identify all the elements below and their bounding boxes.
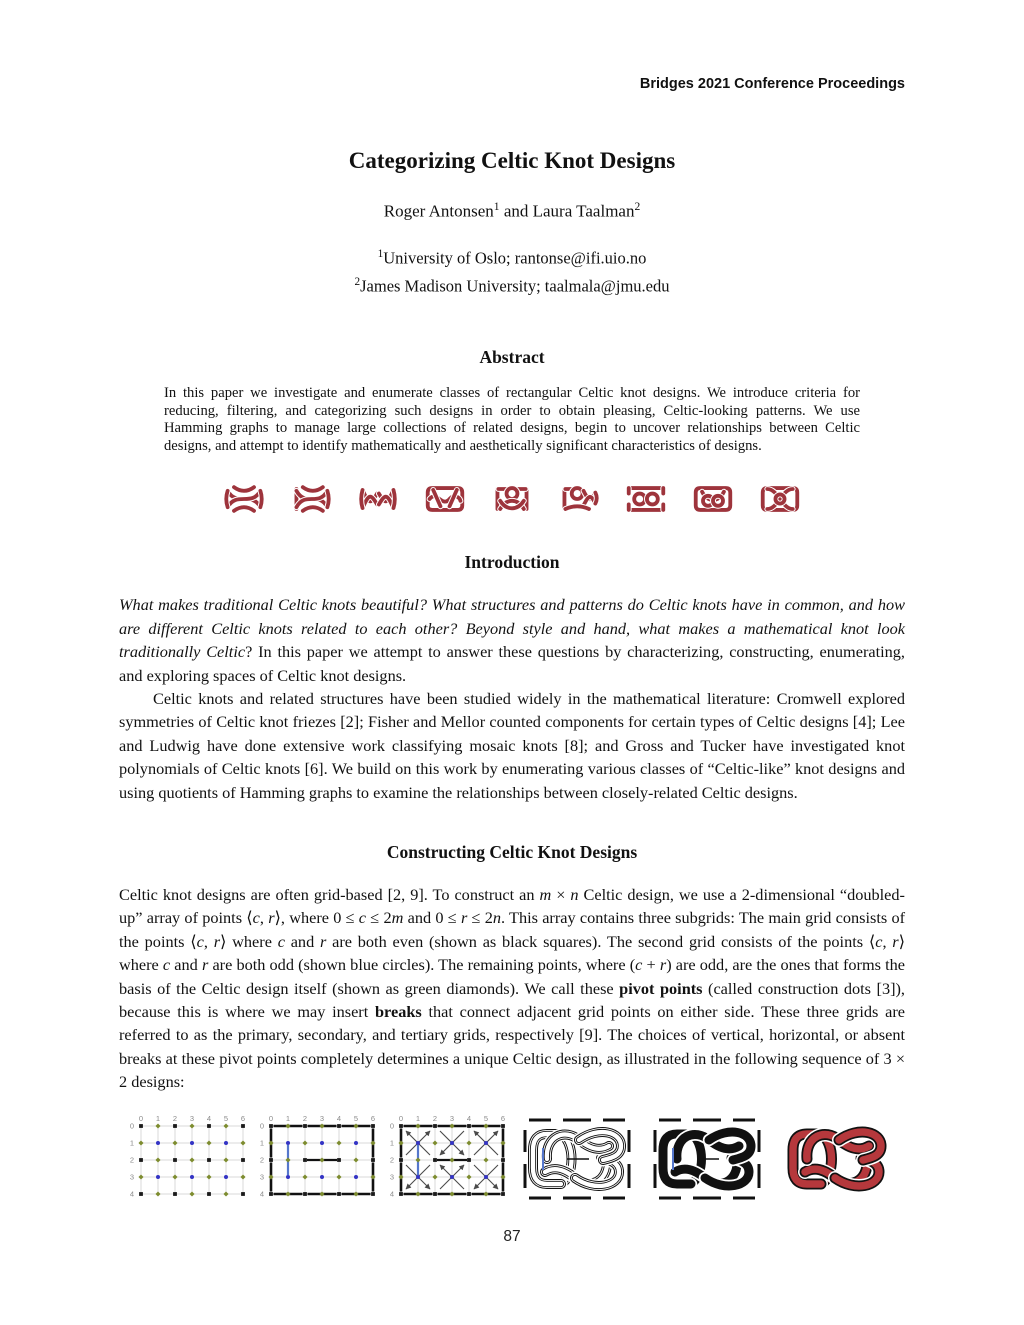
affiliations xyxy=(119,242,905,299)
svg-text:3: 3 xyxy=(449,1113,455,1123)
svg-text:3: 3 xyxy=(319,1113,325,1123)
red-knot-design xyxy=(775,1112,899,1206)
svg-text:1: 1 xyxy=(129,1138,135,1148)
construction-sequence-figure xyxy=(119,1112,905,1206)
introduction-paragraph-2: Celtic knots and related structures have been studied widely in the mathematical literature: Cromwell explored symmetries of Celtic knot friezes [2]; Fisher and Mellor counted components for certain types of Celtic designs [4]; Lee and Ludwig have done extensive work classifying mosaic knots [8]; and Gross and Tucker have investigated knot polynomials of Celtic knots [6]. We build on this work by enumerating various classes of “Celtic-like” knot designs and using quotients of Hamming graphs to examine the relationships between closely-related Celtic designs. xyxy=(119,688,905,802)
running-head: Bridges 2021 Conference Proceedings xyxy=(639,76,905,92)
svg-text:2: 2 xyxy=(432,1113,438,1123)
affiliation-1: $^1$University of Oslo; rantonse@ifi.uio.no xyxy=(377,247,647,268)
svg-text:2: 2 xyxy=(259,1155,265,1165)
svg-text:5: 5 xyxy=(353,1113,359,1123)
svg-text:3: 3 xyxy=(259,1172,265,1182)
svg-text:4: 4 xyxy=(206,1113,212,1123)
constructing-paragraph-1: Celtic knot designs are often grid-based [2, 9]. To construct an m × n Celtic design, we use a 2-dimensional “doubled-up” array of points ⟨c, r⟩, where 0 ≤ c ≤ 2m and 0 ≤ r ≤ 2n. This array contains three subgrids: The main grid consists of the points ⟨c, r⟩ where c and r are both even (shown as black squares). The second grid consists of the points ⟨c, r⟩ where c and r are both odd (shown blue circles). The remaining points, where (c + r) are odd, are the ones that forms the basis of the Celtic design itself (shown as green diamonds). We call these pivot points (called construction dots [3]), because this is where we may insert breaks that connect adjacent grid points on either side. These three grids are referred to as the primary, secondary, and tertiary grids, respectively [9]. The choices of vertical, horizontal, or absent breaks at these pivot points completely determines a unique Celtic design, as illustrated in the following sequence of 3 × 2 designs: xyxy=(119,884,906,1092)
svg-text:5: 5 xyxy=(223,1113,229,1123)
celtic-knot-icon-7 xyxy=(626,482,666,516)
svg-text:4: 4 xyxy=(466,1113,472,1123)
svg-text:3: 3 xyxy=(129,1172,135,1182)
gallery-knot-strands xyxy=(361,490,395,508)
svg-text:6: 6 xyxy=(370,1113,376,1123)
svg-text:2: 2 xyxy=(129,1155,135,1165)
gallery-knot-strands xyxy=(296,487,328,511)
gallery-knot-strands xyxy=(497,488,526,509)
gallery-knot-strands xyxy=(629,488,664,510)
svg-text:0: 0 xyxy=(268,1113,274,1123)
svg-text:0: 0 xyxy=(259,1121,265,1131)
black-knot-diagram xyxy=(645,1112,769,1206)
svg-text:3: 3 xyxy=(389,1172,395,1182)
outline-knot-diagram xyxy=(515,1112,639,1206)
celtic-knot-icon-2 xyxy=(291,482,331,516)
celtic-knot-icon-5 xyxy=(492,482,532,516)
authors-line: Roger Antonsen$^1$ and Laura Taalman$^2$ xyxy=(383,200,641,221)
gallery-knot-strands xyxy=(564,488,596,509)
svg-text:0: 0 xyxy=(389,1121,395,1131)
gallery-knot-strands xyxy=(226,487,261,511)
svg-text:4: 4 xyxy=(336,1113,342,1123)
svg-text:2: 2 xyxy=(389,1155,395,1165)
svg-text:1: 1 xyxy=(285,1113,291,1123)
celtic-knot-icon-1 xyxy=(224,482,264,516)
introduction-paragraph-1: What makes traditional Celtic knots beautiful? What structures and patterns do Celtic knots have in common, and how are different Celtic knots related to each other? Beyond style and hand, what makes a mathematical knot look traditionally Celtic? In this paper we attempt to answer these questions by characterizing, constructing, enumerating, and exploring spaces of Celtic knot designs. xyxy=(119,595,905,685)
introduction-heading: Introduction xyxy=(464,552,560,573)
svg-text:2: 2 xyxy=(302,1113,308,1123)
svg-text:2: 2 xyxy=(172,1113,178,1123)
celtic-knot-icon-4 xyxy=(425,482,465,516)
svg-text:1: 1 xyxy=(259,1138,265,1148)
paper-page xyxy=(119,0,905,1206)
gallery-knot-strands xyxy=(428,488,463,510)
svg-text:0: 0 xyxy=(129,1121,135,1131)
gallery-knot-strands xyxy=(696,488,731,510)
paper-title: Categorizing Celtic Knot Designs xyxy=(348,148,676,173)
subgrid-points-grid xyxy=(125,1112,249,1204)
celtic-knot-icon-8 xyxy=(693,482,733,516)
breaks-grid xyxy=(255,1112,379,1204)
celtic-knot-icon-9 xyxy=(760,482,800,516)
constructing-heading: Constructing Celtic Knot Designs xyxy=(386,841,638,862)
svg-text:0: 0 xyxy=(398,1113,404,1123)
svg-text:6: 6 xyxy=(240,1113,246,1123)
svg-text:3: 3 xyxy=(189,1113,195,1123)
affiliation-2: $^2$James Madison University; taalmala@jmu.edu xyxy=(354,276,670,296)
svg-text:6: 6 xyxy=(500,1113,506,1123)
svg-text:4: 4 xyxy=(389,1189,395,1199)
celtic-knot-icon-6 xyxy=(559,482,599,516)
svg-text:5: 5 xyxy=(483,1113,489,1123)
svg-text:1: 1 xyxy=(389,1138,395,1148)
abstract-text: In this paper we investigate and enumerate classes of rectangular Celtic knot designs. We introduce criteria for reducing, filtering, and categorizing such designs in order to obtain pleasing, Celtic-looking patterns. We use Hamming graphs to manage large collections of related designs, begin to uncover relationships between Celtic designs, and attempt to identify mathematically and aesthetically significant characteristics of designs. xyxy=(164,384,860,455)
abstract-heading: Abstract xyxy=(479,346,545,367)
knot-gallery xyxy=(119,482,905,516)
strand-directions-grid xyxy=(385,1112,509,1204)
svg-text:0: 0 xyxy=(138,1113,144,1123)
page-number: 87 xyxy=(503,1228,521,1245)
svg-text:4: 4 xyxy=(129,1189,135,1199)
celtic-knot-icon-3 xyxy=(358,482,398,516)
knot-strands xyxy=(793,1132,881,1186)
svg-text:4: 4 xyxy=(259,1189,265,1199)
svg-text:1: 1 xyxy=(415,1113,421,1123)
svg-text:1: 1 xyxy=(155,1113,161,1123)
gallery-knot-strands xyxy=(763,488,798,510)
